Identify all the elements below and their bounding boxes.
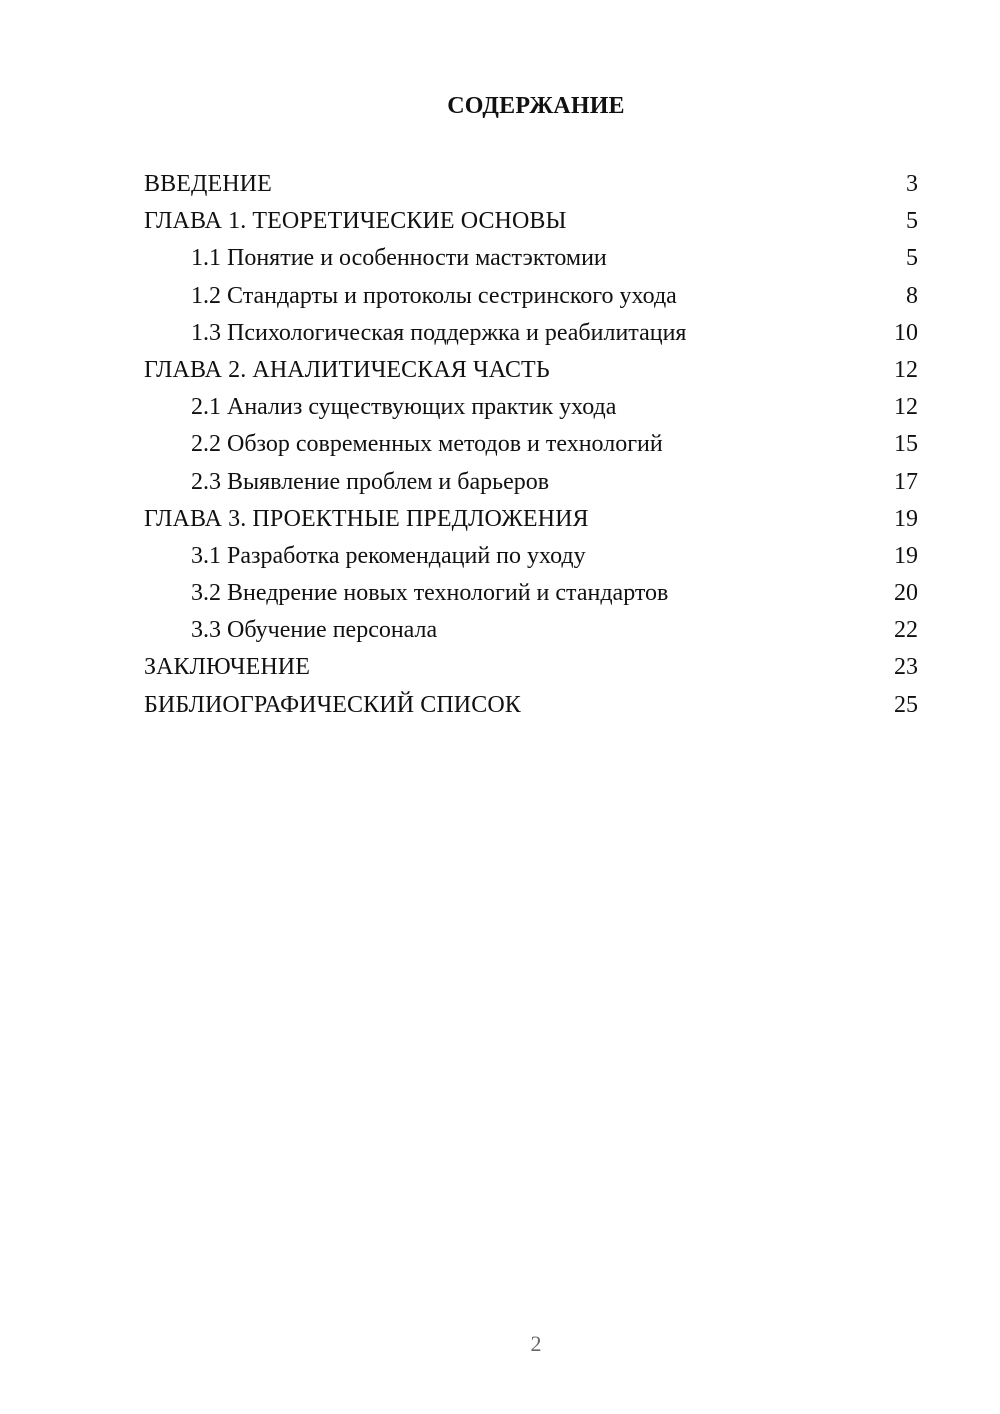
toc-entry-page: 23 xyxy=(894,654,918,681)
toc-entry-page: 15 xyxy=(894,431,918,458)
toc-entry-page: 5 xyxy=(906,245,918,272)
toc-entry-section-1-3[interactable] xyxy=(144,315,918,352)
toc-entry-section-1-1[interactable] xyxy=(144,240,918,277)
toc-entry-page: 12 xyxy=(894,394,918,421)
toc-entry-page: 22 xyxy=(894,617,918,644)
toc-entry-section-2-1[interactable] xyxy=(144,389,918,426)
toc-entry-label: 2.2 Обзор современных методов и технологий xyxy=(191,431,663,458)
toc-entry-page: 3 xyxy=(906,171,918,197)
page-title: СОДЕРЖАНИЕ xyxy=(447,93,625,119)
toc-entry-chapter-2[interactable] xyxy=(144,352,918,389)
toc-entry-label: 1.1 Понятие и особенности мастэктомии xyxy=(191,245,607,272)
toc-entry-page: 5 xyxy=(906,208,918,235)
toc-entry-label: 3.3 Обучение персонала xyxy=(191,617,438,644)
toc-entry-label: БИБЛИОГРАФИЧЕСКИЙ СПИСОК xyxy=(144,691,521,718)
toc-entry-conclusion[interactable] xyxy=(144,649,918,686)
toc-entry-page: 8 xyxy=(906,282,918,309)
table-of-contents xyxy=(144,166,918,724)
toc-entry-bibliography[interactable] xyxy=(144,687,918,724)
toc-entry-label: 3.1 Разработка рекомендаций по уходу xyxy=(191,542,586,569)
toc-entry-section-2-2[interactable] xyxy=(144,426,918,463)
toc-entry-label: ГЛАВА 3. ПРОЕКТНЫЕ ПРЕДЛОЖЕНИЯ xyxy=(144,505,589,532)
toc-entry-chapter-3[interactable] xyxy=(144,501,918,538)
toc-entry-section-1-2[interactable] xyxy=(144,278,918,315)
toc-entry-label: ЗАКЛЮЧЕНИЕ xyxy=(144,654,310,681)
toc-entry-section-3-3[interactable] xyxy=(144,612,918,649)
toc-entry-page: 19 xyxy=(894,542,918,569)
page-number: 2 xyxy=(530,1331,542,1356)
toc-entry-label: ГЛАВА 1. ТЕОРЕТИЧЕСКИЕ ОСНОВЫ xyxy=(144,208,567,235)
toc-entry-section-2-3[interactable] xyxy=(144,464,918,501)
toc-entry-label: 2.1 Анализ существующих практик ухода xyxy=(191,394,617,421)
toc-entry-introduction[interactable] xyxy=(144,166,918,203)
toc-entry-page: 10 xyxy=(894,319,918,346)
toc-entry-label: ВВЕДЕНИЕ xyxy=(144,171,272,197)
toc-entry-section-3-2[interactable] xyxy=(144,575,918,612)
toc-entry-label: 3.2 Внедрение новых технологий и стандартов xyxy=(191,580,669,607)
toc-entry-label: 1.3 Психологическая поддержка и реабилитация xyxy=(191,319,687,346)
toc-entry-page: 19 xyxy=(894,505,918,532)
toc-entry-label: 1.2 Стандарты и протоколы сестринского ухода xyxy=(191,282,677,309)
toc-entry-page: 17 xyxy=(894,468,918,495)
toc-entry-page: 25 xyxy=(894,691,918,718)
toc-entry-label: ГЛАВА 2. АНАЛИТИЧЕСКАЯ ЧАСТЬ xyxy=(144,356,550,383)
toc-entry-page: 12 xyxy=(894,356,918,383)
toc-entry-page: 20 xyxy=(894,580,918,607)
toc-entry-section-3-1[interactable] xyxy=(144,538,918,575)
toc-entry-label: 2.3 Выявление проблем и барьеров xyxy=(191,468,550,495)
toc-entry-chapter-1[interactable] xyxy=(144,203,918,240)
